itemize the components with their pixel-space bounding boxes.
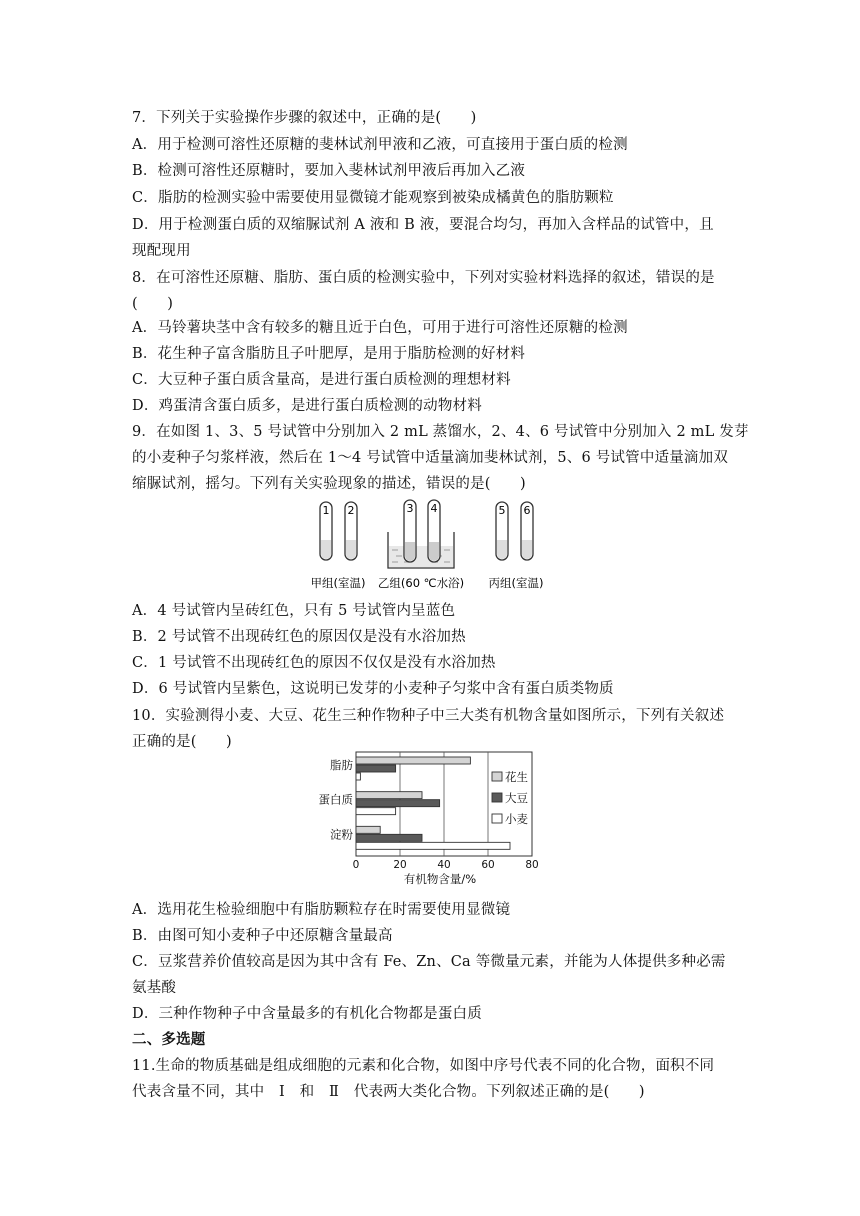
q10-stem: 10．实验测得小麦、大豆、花生三种作物种子中三大类有机物含量如图所示，下列有关叙述	[132, 708, 725, 724]
category-label: 淀粉	[330, 827, 353, 842]
q7-option-d: D．用于检测蛋白质的双缩脲试剂 A 液和 B 液，要混合均匀，再加入含样品的试管中，且	[132, 217, 714, 233]
legend-label: 小麦	[505, 812, 528, 826]
q11-stem-cont: 代表含量不同，其中 Ⅰ 和 Ⅱ 代表两大类化合物。下列叙述正确的是( )	[132, 1084, 645, 1100]
q7-option-a: A．用于检测可溶性还原糖的斐林试剂甲液和乙液，可直接用于蛋白质的检测	[132, 137, 628, 153]
bar-小麦-脂肪	[356, 773, 360, 780]
q7-option-b: B．检测可溶性还原糖时，要加入斐林试剂甲液后再加入乙液	[132, 163, 526, 179]
tube-label-4: 4	[430, 502, 438, 515]
q8-option-c: C．大豆种子蛋白质含量高，是进行蛋白质检测的理想材料	[132, 372, 511, 388]
tube-label-1: 1	[322, 504, 330, 517]
q8-stem-cont: ( )	[132, 296, 174, 312]
q8-option-a: A．马铃薯块茎中含有较多的糖且近于白色，可用于进行可溶性还原糖的检测	[132, 320, 628, 336]
q9-stem: 9．在如图 1、3、5 号试管中分别加入 2 mL 蒸馏水，2、4、6 号试管中分别加入 2 mL 发芽	[132, 424, 749, 440]
q9-option-b: B．2 号试管不出现砖红色的原因仅是没有水浴加热	[132, 629, 466, 645]
test-tube-1	[320, 502, 332, 560]
legend-label: 大豆	[505, 791, 528, 805]
x-tick-label: 80	[525, 859, 539, 871]
bar-小麦-蛋白质	[356, 808, 396, 815]
q10-stem-cont: 正确的是( )	[132, 734, 232, 750]
section-heading-multiple-choice: 二、多选题	[132, 1031, 206, 1048]
bar-小麦-淀粉	[356, 842, 510, 849]
q7-option-c: C．脂肪的检测实验中需要使用显微镜才能观察到被染成橘黄色的脂肪颗粒	[132, 190, 614, 206]
tube-label-2: 2	[347, 504, 355, 517]
test-tube-5	[496, 502, 508, 560]
x-tick-label: 60	[481, 859, 495, 871]
x-tick-label: 20	[393, 859, 407, 871]
q9-stem-cont2: 缩脲试剂，摇匀。下列有关实验现象的描述，错误的是( )	[132, 476, 526, 492]
tube-label-3: 3	[406, 502, 414, 515]
q8-option-d: D．鸡蛋清含蛋白质多，是进行蛋白质检测的动物材料	[132, 398, 482, 414]
tube-label-5: 5	[498, 504, 506, 517]
q7-stem: 7．下列关于实验操作步骤的叙述中，正确的是( )	[132, 110, 477, 126]
q7-option-d-cont: 现配现用	[132, 243, 191, 259]
test-tube-6	[521, 502, 533, 560]
q9-option-c: C．1 号试管不出现砖红色的原因不仅仅是没有水浴加热	[132, 655, 496, 671]
organic-content-bar-chart	[300, 748, 560, 894]
legend-swatch-小麦	[492, 814, 502, 823]
q10-option-c-cont: 氨基酸	[132, 980, 177, 996]
legend-swatch-大豆	[492, 793, 502, 802]
test-tube-4	[428, 500, 440, 562]
x-axis-label: 有机物含量/%	[403, 872, 477, 886]
bar-大豆-淀粉	[356, 834, 422, 841]
category-label: 蛋白质	[318, 792, 353, 807]
q10-option-c: C．豆浆营养价值较高是因为其中含有 Fe、Zn、Ca 等微量元素，并能为人体提供多种必需	[132, 954, 726, 970]
water-bath-beaker	[388, 532, 454, 568]
bar-大豆-脂肪	[356, 765, 396, 772]
x-tick-label: 40	[437, 859, 451, 871]
group-label-jia: 甲组(室温)	[310, 576, 366, 590]
q9-stem-cont1: 的小麦种子匀浆样液，然后在 1～4 号试管中适量滴加斐林试剂，5、6 号试管中适量滴加双	[132, 450, 729, 466]
q11-stem: 11.生命的物质基础是组成细胞的元素和化合物，如图中序号代表不同的化合物，面积不同	[132, 1058, 715, 1074]
x-tick-label: 0	[352, 859, 360, 871]
legend-label: 花生	[505, 770, 528, 784]
q8-option-b: B．花生种子富含脂肪且子叶肥厚，是用于脂肪检测的好材料	[132, 346, 526, 362]
bar-花生-蛋白质	[356, 792, 422, 799]
category-label: 脂肪	[330, 758, 353, 772]
group-label-bing: 丙组(室温)	[488, 576, 544, 590]
tube-label-6: 6	[523, 504, 531, 517]
q10-option-b: B．由图可知小麦种子中还原糖含量最高	[132, 928, 393, 944]
legend-swatch-花生	[492, 772, 502, 781]
q8-stem: 8．在可溶性还原糖、脂肪、蛋白质的检测实验中，下列对实验材料选择的叙述，错误的是	[132, 270, 715, 286]
bar-大豆-蛋白质	[356, 800, 440, 807]
test-tube-2	[345, 502, 357, 560]
test-tube-3	[404, 500, 416, 562]
bar-花生-淀粉	[356, 826, 380, 833]
q10-option-d: D．三种作物种子中含量最多的有机化合物都是蛋白质	[132, 1006, 482, 1022]
q9-option-a: A．4 号试管内呈砖红色，只有 5 号试管内呈蓝色	[132, 603, 456, 619]
test-tube-figure	[300, 494, 570, 598]
q9-option-d: D．6 号试管内呈紫色，这说明已发芽的小麦种子匀浆中含有蛋白质类物质	[132, 681, 614, 697]
group-label-yi: 乙组(60 ℃水浴)	[377, 576, 465, 590]
q10-option-a: A．选用花生检验细胞中有脂肪颗粒存在时需要使用显微镜	[132, 902, 511, 918]
bar-花生-脂肪	[356, 757, 470, 764]
